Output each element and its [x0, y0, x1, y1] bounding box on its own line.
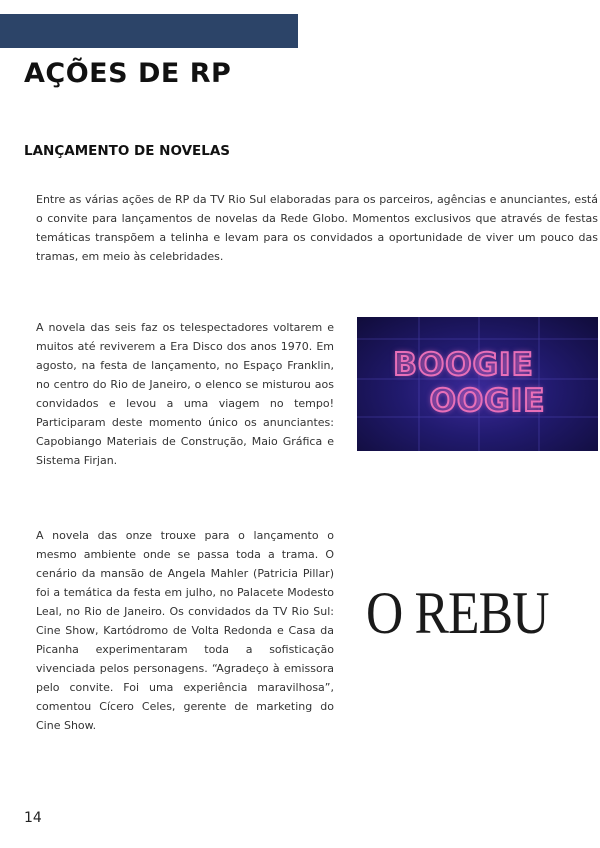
o-rebu-logo: O REBU	[366, 580, 549, 646]
boogie-oogie-paragraph: A novela das seis faz os telespectadores voltarem e muitos até reviverem a Era Disco dos anos 1970. Em agosto, na festa de lançamento, no Espaço Franklin, no centro do Rio de Janeiro, o elenco se misturou aos convidados e levou a uma viagem no tempo! Participaram deste momento único os anunciantes: Capobiango Materiais de Construção, Maio Gráfica e Sistema Firjan.	[36, 321, 334, 467]
intro-paragraph: Entre as várias ações de RP da TV Rio Sul elaboradas para os parceiros, agências e anunciantes, está o convite para lançamentos de novelas da Rede Globo. Momentos exclusivos que através de festas temáticas transpõem a telinha e levam para os convidados a oportunidade de viver um pouco das tramas, em meio às celebridades.	[36, 193, 598, 263]
header-color-bar	[0, 14, 298, 48]
boogie-logo-line1: BOOGIE	[393, 347, 534, 383]
page-title: AÇÕES DE RP	[24, 58, 232, 89]
o-rebu-paragraph: A novela das onze trouxe para o lançamento o mesmo ambiente onde se passa toda a trama. O cenário da mansão de Angela Mahler (Patricia Pillar) foi a temática da festa em julho, no Palacete Modesto Leal, no Rio de Janeiro. Os convidados da TV Rio Sul: Cine Show, Kartódromo de Volta Redonda e Casa da Picanha experimentaram toda a sofisticação vivenciada pelos personagens. “Agradeço à emissora pelo convite. Foi uma experiência maravilhosa”, comentou Cícero Celes, gerente de marketing do Cine Show.	[36, 529, 334, 732]
section-title: LANÇAMENTO DE NOVELAS	[24, 143, 231, 159]
page-number: 14	[24, 810, 42, 826]
boogie-logo-line2: OOGIE	[429, 383, 546, 419]
boogie-oogie-image	[357, 317, 598, 451]
